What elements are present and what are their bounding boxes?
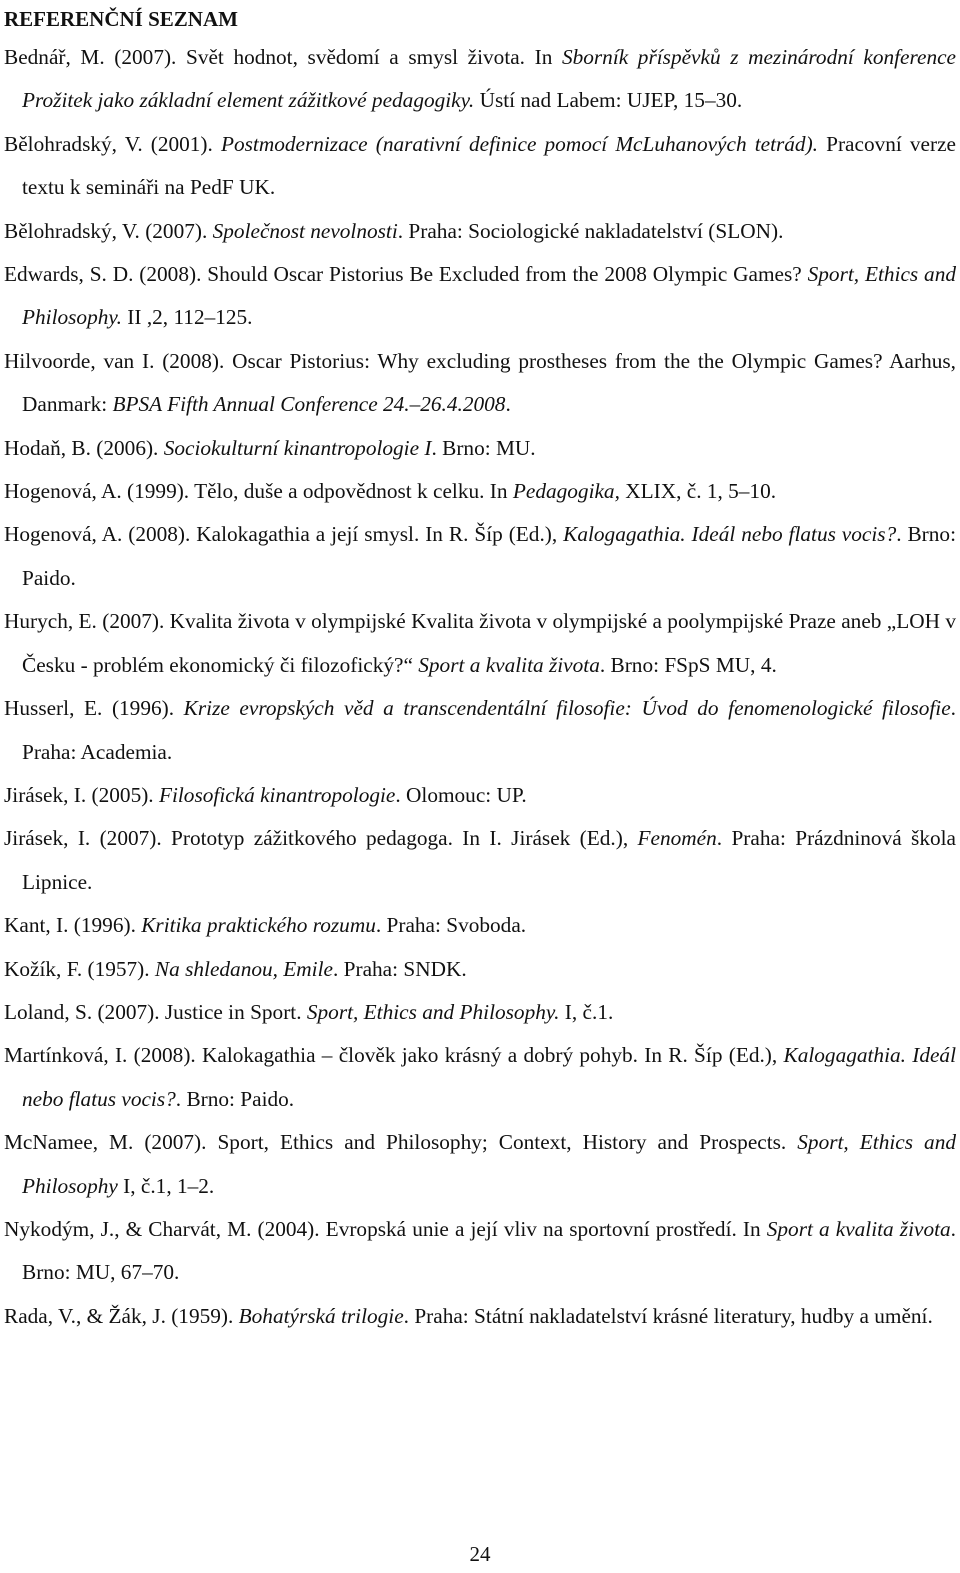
reference-text: Jirásek, I. (2005). <box>4 782 159 807</box>
page-number: 24 <box>469 1542 491 1566</box>
reference-italic-text: Postmodernizace (narativní definice pomocí McLuhanových tetrád). <box>220 131 818 156</box>
reference-text: . Praha: Státní nakladatelství krásné literatury, hudby a umění. <box>403 1303 933 1328</box>
reference-entry <box>4 513 956 600</box>
reference-italic-text: Krize evropských věd a transcendentální filosofie: Úvod do fenomenologické filosofie <box>183 696 951 721</box>
reference-entry <box>4 1295 956 1338</box>
reference-text: Hogenová, A. (2008). Kalokagathia a její smysl. In R. Šíp (Ed.), <box>4 522 564 547</box>
reference-italic-text: Sport a kvalita života <box>766 1216 951 1241</box>
reference-entry <box>4 1034 956 1121</box>
reference-text: . <box>505 392 511 417</box>
reference-entry <box>4 817 956 904</box>
reference-italic-text: Bohatýrská trilogie <box>238 1303 404 1328</box>
reference-italic-text: Fenomén <box>637 826 717 851</box>
reference-italic-text: Kalogagathia. Ideál nebo flatus vocis? <box>563 522 897 547</box>
reference-text: Hilvoorde, van I. (2008). Oscar Pistorius: Why excluding prostheses from the the Olympic Games? Aarhus, Danmark: <box>4 348 956 417</box>
document-page <box>4 0 956 1338</box>
reference-entry <box>4 123 956 210</box>
reference-text: I, č.1, 1–2. <box>117 1173 215 1198</box>
reference-italic-text: Sport a kvalita života <box>418 652 600 677</box>
reference-text: . Praha: SNDK. <box>332 956 467 981</box>
reference-text: Rada, V., & Žák, J. (1959). <box>4 1303 239 1328</box>
reference-entry <box>4 210 956 253</box>
reference-italic-text: Sborník příspěvků z mezinárodní konference Prožitek jako základní element zážitkové pedagogiky. <box>22 45 956 113</box>
reference-text: . Brno: FSpS MU, 4. <box>599 652 777 677</box>
reference-entry <box>4 253 956 340</box>
reference-text: . Praha: Svoboda. <box>375 913 527 938</box>
reference-italic-text: Sociokulturní kinantropologie I <box>163 435 432 460</box>
reference-italic-text: Sport, Ethics and Philosophy. <box>22 262 956 330</box>
reference-text: Edwards, S. D. (2008). Should Oscar Pistorius Be Excluded from the 2008 Olympic Games? <box>4 262 808 287</box>
reference-entry <box>4 774 956 817</box>
reference-text: . Praha: Academia. <box>22 696 956 764</box>
reference-text: Martínková, I. (2008). Kalokagathia – člověk jako krásný a dobrý pohyb. In R. Šíp (Ed.), <box>4 1043 784 1068</box>
reference-text: Bělohradský, V. (2001). <box>4 131 221 156</box>
reference-italic-text: Sport, Ethics and Philosophy. <box>306 999 560 1024</box>
reference-text: II ,2, 112–125. <box>121 305 253 330</box>
reference-italic-text: BPSA Fifth Annual Conference 24.–26.4.2008 <box>112 392 506 417</box>
reference-text: Hodaň, B. (2006). <box>4 435 164 460</box>
reference-italic-text: Sport, Ethics and Philosophy <box>22 1130 956 1198</box>
reference-entry <box>4 1208 956 1295</box>
reference-text: . Praha: Prázdninová škola Lipnice. <box>22 826 956 894</box>
reference-text: Ústí nad Labem: UJEP, 15–30. <box>474 88 743 113</box>
reference-entry <box>4 340 956 427</box>
reference-text: Bělohradský, V. (2007). <box>4 218 213 243</box>
reference-italic-text: Kalogagathia. Ideál nebo flatus vocis? <box>22 1043 956 1111</box>
reference-text: McNamee, M. (2007). Sport, Ethics and Philosophy; Context, History and Prospects. <box>4 1130 798 1155</box>
reference-italic-text: Filosofická kinantropologie <box>158 782 396 807</box>
reference-italic-text: Kritika praktického rozumu <box>141 913 376 938</box>
reference-entry <box>4 427 956 470</box>
reference-text: Bednář, M. (2007). Svět hodnot, svědomí a smysl života. In <box>4 45 562 69</box>
reference-text: . Brno: Paido. <box>175 1086 295 1111</box>
reference-text: XLIX, č. 1, 5–10. <box>619 479 777 504</box>
reference-text: . Brno: MU. <box>431 435 536 460</box>
reference-entry <box>4 36 956 123</box>
reference-text: Kant, I. (1996). <box>4 913 142 938</box>
reference-entry <box>4 600 956 687</box>
reference-text: . Praha: Sociologické nakladatelství (SLON). <box>397 218 784 243</box>
reference-entry <box>4 991 956 1034</box>
reference-italic-text: Pedagogika, <box>512 479 620 504</box>
reference-text: Hurych, E. (2007). Kvalita života v olympijské Kvalita života v olympijské a poolympijské Praze aneb „LOH v Česku - problém ekonomický či filozofický?“ <box>4 609 956 677</box>
reference-text: Loland, S. (2007). Justice in Sport. <box>4 999 307 1024</box>
reference-text: Kožík, F. (1957). <box>4 956 155 981</box>
reference-text: Nykodým, J., & Charvát, M. (2004). Evropská unie a její vliv na sportovní prostředí. In <box>4 1216 767 1241</box>
reference-entry <box>4 1121 956 1208</box>
reference-text: Jirásek, I. (2007). Prototyp zážitkového pedagoga. In I. Jirásek (Ed.), <box>4 826 638 851</box>
reference-text: Pracovní verze textu k semináři na PedF UK. <box>22 131 957 200</box>
reference-italic-text: Společnost nevolnosti <box>212 218 398 243</box>
reference-entry <box>4 904 956 947</box>
reference-text: Husserl, E. (1996). <box>4 696 184 721</box>
reference-list <box>4 36 956 1338</box>
reference-entry <box>4 687 956 774</box>
reference-entry <box>4 470 956 513</box>
section-heading: REFERENČNÍ SEZNAM <box>4 7 238 31</box>
reference-text: . Olomouc: UP. <box>395 782 527 807</box>
reference-entry <box>4 948 956 991</box>
reference-text: . Brno: Paido. <box>22 522 956 590</box>
reference-italic-text: Na shledanou, Emile <box>154 956 333 981</box>
reference-text: I, č.1. <box>559 999 614 1024</box>
reference-text: Hogenová, A. (1999). Tělo, duše a odpovědnost k celku. In <box>4 479 513 504</box>
reference-text: . Brno: MU, 67–70. <box>22 1216 956 1285</box>
